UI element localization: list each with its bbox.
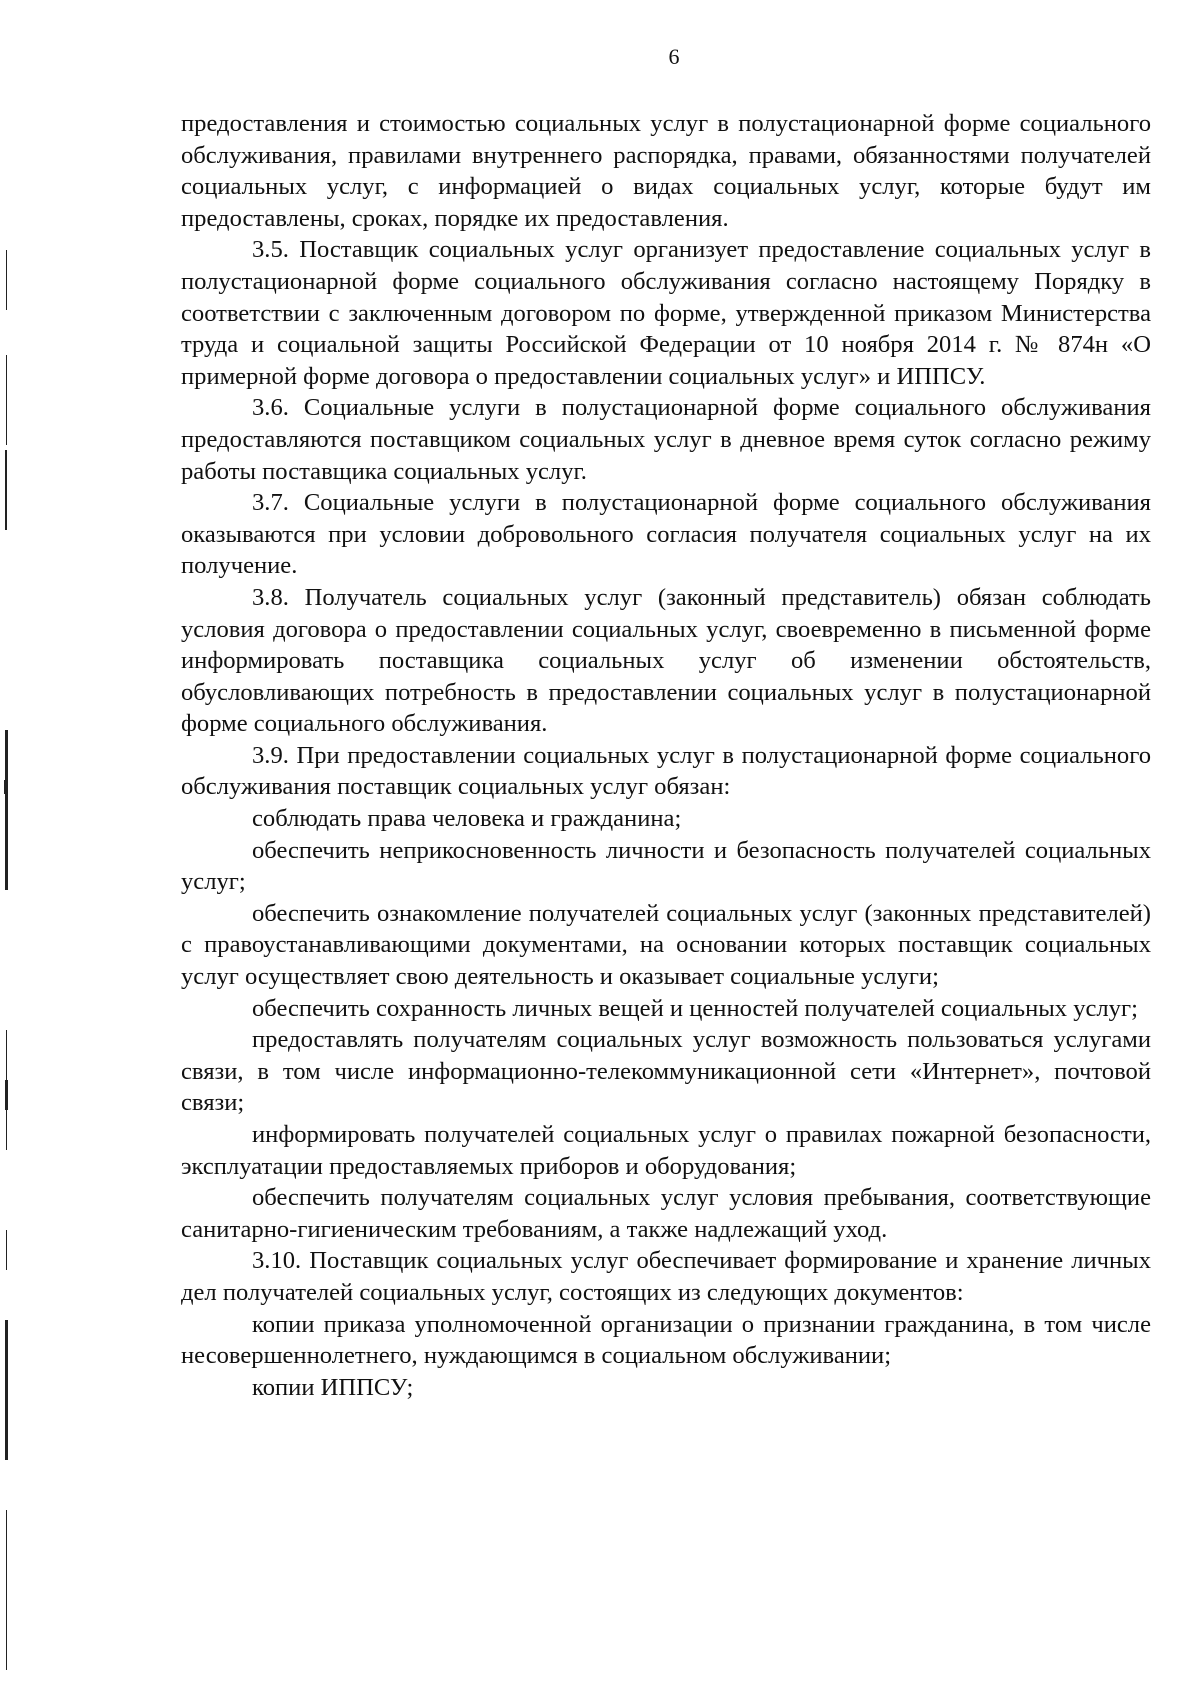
paragraph-3-9: 3.9. При предоставлении социальных услуг в полустационарной форме социального обслуживания поставщик социальных услуг обязан:: [181, 741, 1151, 801]
list-item-conditions: обеспечить получателям социальных услуг условия пребывания, соответствующие санитарно-гигиеническим требованиям, а также надлежащий уход.: [181, 1184, 1151, 1243]
paragraph-3-8: 3.8. Получатель социальных услуг (законный представитель) обязан соблюдать условия договора о предоставлении социальных услуг, своевременно в письменной форме информировать поставщика социальных услуг об изменении обстоятельств, обусловливающих потребность в предоставлении социальных услуг в полустационарной форме социального обслуживания.: [181, 583, 1151, 738]
paragraph-continuation: предоставления и стоимостью социальных услуг в полустационарной форме социального обслуживания, правилами внутреннего распорядка, правами, обязанностями получателей социальных услуг, с информацией о видах социальных услуг, которые будут им предоставлены, сроках, порядке их предоставления.: [181, 110, 1151, 232]
list-item-safety: обеспечить неприкосновенность личности и безопасность получателей социальных услуг;: [181, 836, 1151, 896]
document-body: [181, 108, 1151, 1403]
list-item-rights: соблюдать права человека и гражданина;: [252, 805, 682, 833]
page-number: 6: [668, 44, 680, 69]
paragraph-3-10: 3.10. Поставщик социальных услуг обеспечивает формирование и хранение личных дел получателей социальных услуг, состоящих из следующих документов:: [181, 1247, 1151, 1306]
list-item-communication: предоставлять получателям социальных услуг возможность пользоваться услугами связи, в том числе информационно-телекоммуникационной сети «Интернет», почтовой связи;: [181, 1026, 1151, 1117]
list-item-fire-safety: информировать получателей социальных услуг о правилах пожарной безопасности, эксплуатации предоставляемых приборов и оборудования;: [181, 1121, 1151, 1180]
list-item-belongings: обеспечить сохранность личных вещей и ценностей получателей социальных услуг;: [252, 994, 1138, 1022]
paragraph-3-7: 3.7. Социальные услуги в полустационарной форме социального обслуживания оказываются при условии добровольного согласия получателя социальных услуг на их получение.: [181, 489, 1151, 580]
paragraph-3-6: 3.6. Социальные услуги в полустационарной форме социального обслуживания предоставляются поставщиком социальных услуг в дневное время суток согласно режиму работы поставщика социальных услуг.: [181, 394, 1151, 485]
paragraph-3-5: 3.5. Поставщик социальных услуг организует предоставление социальных услуг в полустационарной форме социального обслуживания согласно настоящему Порядку в соответствии с заключенным договором по форме, утвержденной приказом Министерства труда и социальной защиты Российской Федерации от 10 ноября 2014 г. № 874н «О примерной форме договора о предоставлении социальных услуг» и ИППСУ.: [181, 236, 1151, 390]
list-item-order-copy: копии приказа уполномоченной организации о признании гражданина, в том числе несовершеннолетнего, нуждающимся в социальном обслуживании;: [181, 1310, 1151, 1370]
list-item-documents: обеспечить ознакомление получателей социальных услуг (законных представителей) с правоустанавливающими документами, на основании которых поставщик социальных услуг осуществляет свою деятельность и оказывает социальные услуги;: [181, 899, 1151, 991]
list-item-ippsu-copy: копии ИППСУ;: [252, 1373, 414, 1401]
scan-edge-marks: [2, 90, 12, 1690]
